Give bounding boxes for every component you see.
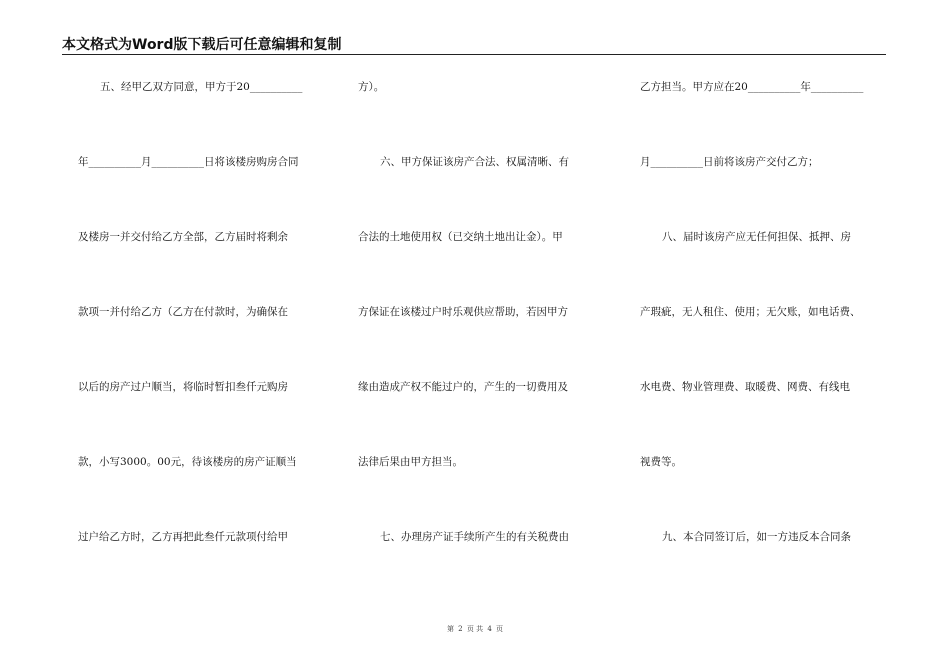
- paragraph-line: 六、甲方保证该房产合法、权属清晰、有: [380, 156, 569, 168]
- paragraph-line: 年__________月__________日将该楼房购房合同: [78, 156, 299, 168]
- page-footer: [0, 624, 950, 634]
- text-column-3: [640, 0, 890, 672]
- paragraph-line: 产瑕疵，无人租住、使用；无欠账，如电话费、: [640, 306, 861, 318]
- paragraph-line: 以后的房产过户顺当，将临时暂扣叁仟元购房: [78, 381, 288, 393]
- paragraph-line: 视费等。: [640, 456, 682, 468]
- page-number-suffix: 页: [496, 625, 504, 633]
- paragraph-line: 月__________日前将该房产交付乙方；: [640, 156, 819, 168]
- paragraph-line: 合法的土地使用权（已交纳土地出让金）。甲: [358, 231, 563, 243]
- paragraph-line: 七、办理房产证手续所产生的有关税费由: [380, 531, 569, 543]
- paragraph-line: 法律后果由甲方担当。: [358, 456, 463, 468]
- paragraph-line: 款，小写3000。00元，待该楼房的房产证顺当: [78, 456, 297, 468]
- paragraph-line: 及楼房一并交付给乙方全部，乙方届时将剩余: [78, 231, 288, 243]
- page-number-prefix: 第: [446, 625, 454, 633]
- paragraph-line: 方）。: [358, 81, 385, 93]
- page-number-total: 4: [487, 625, 492, 633]
- paragraph-line: 过户给乙方时，乙方再把此叁仟元款项付给甲: [78, 531, 288, 543]
- page-number-current: 2: [458, 625, 463, 633]
- page-number-middle: 页 共: [466, 625, 484, 633]
- paragraph-line: 五、经甲乙双方同意，甲方于20__________: [100, 81, 303, 93]
- paragraph-line: 乙方担当。甲方应在20__________年__________: [640, 81, 864, 93]
- paragraph-line: 缘由造成产权不能过户的，产生的一切费用及: [358, 381, 568, 393]
- paragraph-line: 方保证在该楼过户时乐观供应帮助，若因甲方: [358, 306, 568, 318]
- paragraph-line: 八、届时该房产应无任何担保、抵押、房: [662, 231, 851, 243]
- paragraph-line: 九、本合同签订后，如一方违反本合同条: [662, 531, 851, 543]
- paragraph-line: 款项一并付给乙方（乙方在付款时，为确保在: [78, 306, 288, 318]
- header-title: 本文格式为Word版下载后可任意编辑和复制: [62, 37, 342, 53]
- paragraph-line: 水电费、物业管理费、取暖费、网费、有线电: [640, 381, 850, 393]
- text-column-2: [358, 0, 608, 672]
- text-column-1: [78, 0, 328, 672]
